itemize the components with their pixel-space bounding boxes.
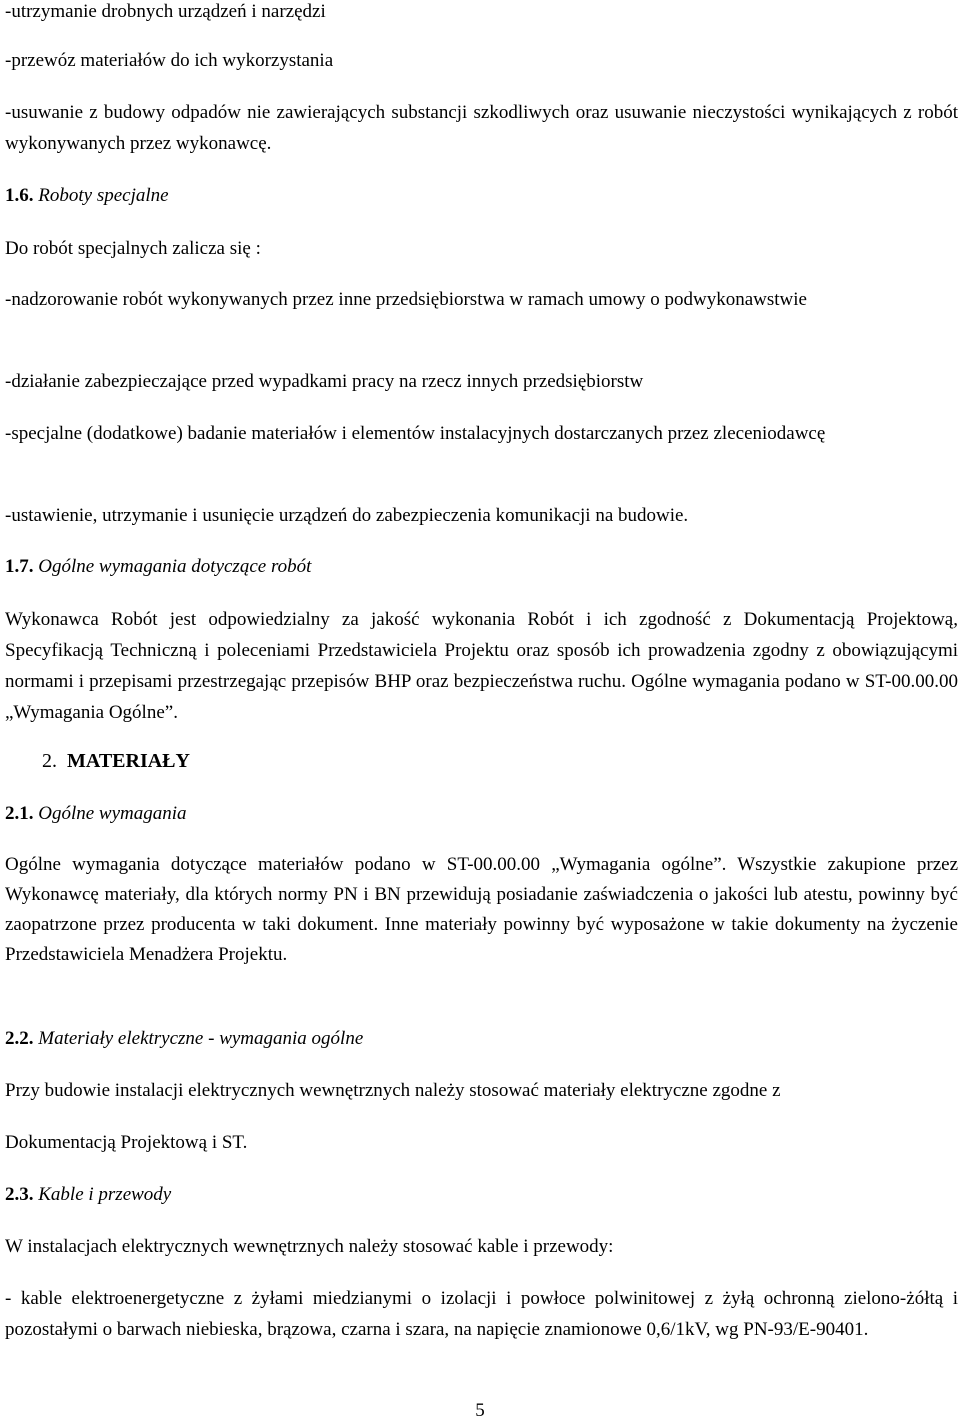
heading-2-3 xyxy=(5,1179,958,1210)
heading-title: Kable i przewody xyxy=(38,1184,172,1205)
paragraph-special-works-intro: Do robót specjalnych zalicza się : xyxy=(5,238,261,259)
paragraph-power-cables: - kable elektroenergetyczne z żyłami miedzianymi o izolacji i powłoce polwinitowej z żyłą ochronną zielono-żółtą i pozostałymi o barwach niebieska, brązowa, czarna i szara, na napięcie znamionowe 0,6/1kV, wg PN-93/E-90401. xyxy=(5,1288,958,1340)
paragraph-accident-prevention: -działanie zabezpieczające przed wypadkami pracy na rzecz innych przedsiębiorstw xyxy=(5,371,644,392)
paragraph-electrical-materials: Przy budowie instalacji elektrycznych wewnętrznych należy stosować materiały elektryczne zgodne z xyxy=(5,1080,781,1101)
heading-title: Ogólne wymagania dotyczące robót xyxy=(38,556,312,577)
heading-2-1 xyxy=(5,798,958,829)
heading-number: 1.6. xyxy=(5,185,34,206)
paragraph-material-transport: -przewóz materiałów do ich wykorzystania xyxy=(5,50,334,71)
heading-title: MATERIAŁY xyxy=(67,750,190,772)
heading-number: 1.7. xyxy=(5,556,34,577)
heading-number: 2.3. xyxy=(5,1184,34,1205)
paragraph-documentation: Dokumentacją Projektową i ST. xyxy=(5,1132,248,1153)
paragraph-materials-general: Ogólne wymagania dotyczące materiałów podano w ST-00.00.00 „Wymagania ogólne”. Wszystkie zakupione przez Wykonawcę materiały, dla których normy PN i BN przewidują posiadanie zaświadczenia o jakości lub atestu, powinny być zaopatrzone przez producenta w taki dokument. Inne materiały powinny być wyposażone w takie dokumenty na życzenie Przedstawiciela Menadżera Projektu. xyxy=(5,854,958,965)
paragraph-tool-maintenance: -utrzymanie drobnych urządzeń i narzędzi xyxy=(5,1,326,22)
paragraph-waste-removal: -usuwanie z budowy odpadów nie zawierających substancji szkodliwych oraz usuwanie nieczystości wynikających z robót wykonywanych przez wykonawcę. xyxy=(5,102,958,154)
page-number: 5 xyxy=(475,1400,485,1421)
heading-title: Ogólne wymagania xyxy=(38,803,187,824)
heading-title: Roboty specjalne xyxy=(38,185,169,206)
heading-2-2 xyxy=(5,1023,958,1054)
heading-1-6 xyxy=(5,180,958,211)
paragraph-general-requirements: Wykonawca Robót jest odpowiedzialny za jakość wykonania Robót i ich zgodność z Dokumentacją Projektową, Specyfikacją Techniczną i poleceniami Przedstawiciela Projektu oraz sposób ich prowadzenia zgodny z obowiązującymi normami i przepisami przestrzegając przepisów BHP oraz bezpieczeństwa ruchu. Ogólne wymagania podano w ST-00.00.00 „Wymagania Ogólne”. xyxy=(5,609,958,723)
paragraph-supervision: -nadzorowanie robót wykonywanych przez inne przedsiębiorstwa w ramach umowy o podwykonawstwie xyxy=(5,289,807,310)
paragraph-special-testing: -specjalne (dodatkowe) badanie materiałów i elementów instalacyjnych dostarczanych przez zleceniodawcę xyxy=(5,423,826,444)
heading-number: 2. xyxy=(42,750,57,772)
paragraph-traffic-devices: -ustawienie, utrzymanie i usunięcie urządzeń do zabezpieczenia komunikacji na budowie. xyxy=(5,505,689,526)
paragraph-cables-intro: W instalacjach elektrycznych wewnętrznych należy stosować kable i przewody: xyxy=(5,1236,614,1257)
heading-1-7 xyxy=(5,551,958,582)
heading-2-materials xyxy=(5,746,960,777)
heading-number: 2.1. xyxy=(5,803,34,824)
heading-title: Materiały elektryczne - wymagania ogólne xyxy=(38,1028,364,1049)
heading-number: 2.2. xyxy=(5,1028,34,1049)
